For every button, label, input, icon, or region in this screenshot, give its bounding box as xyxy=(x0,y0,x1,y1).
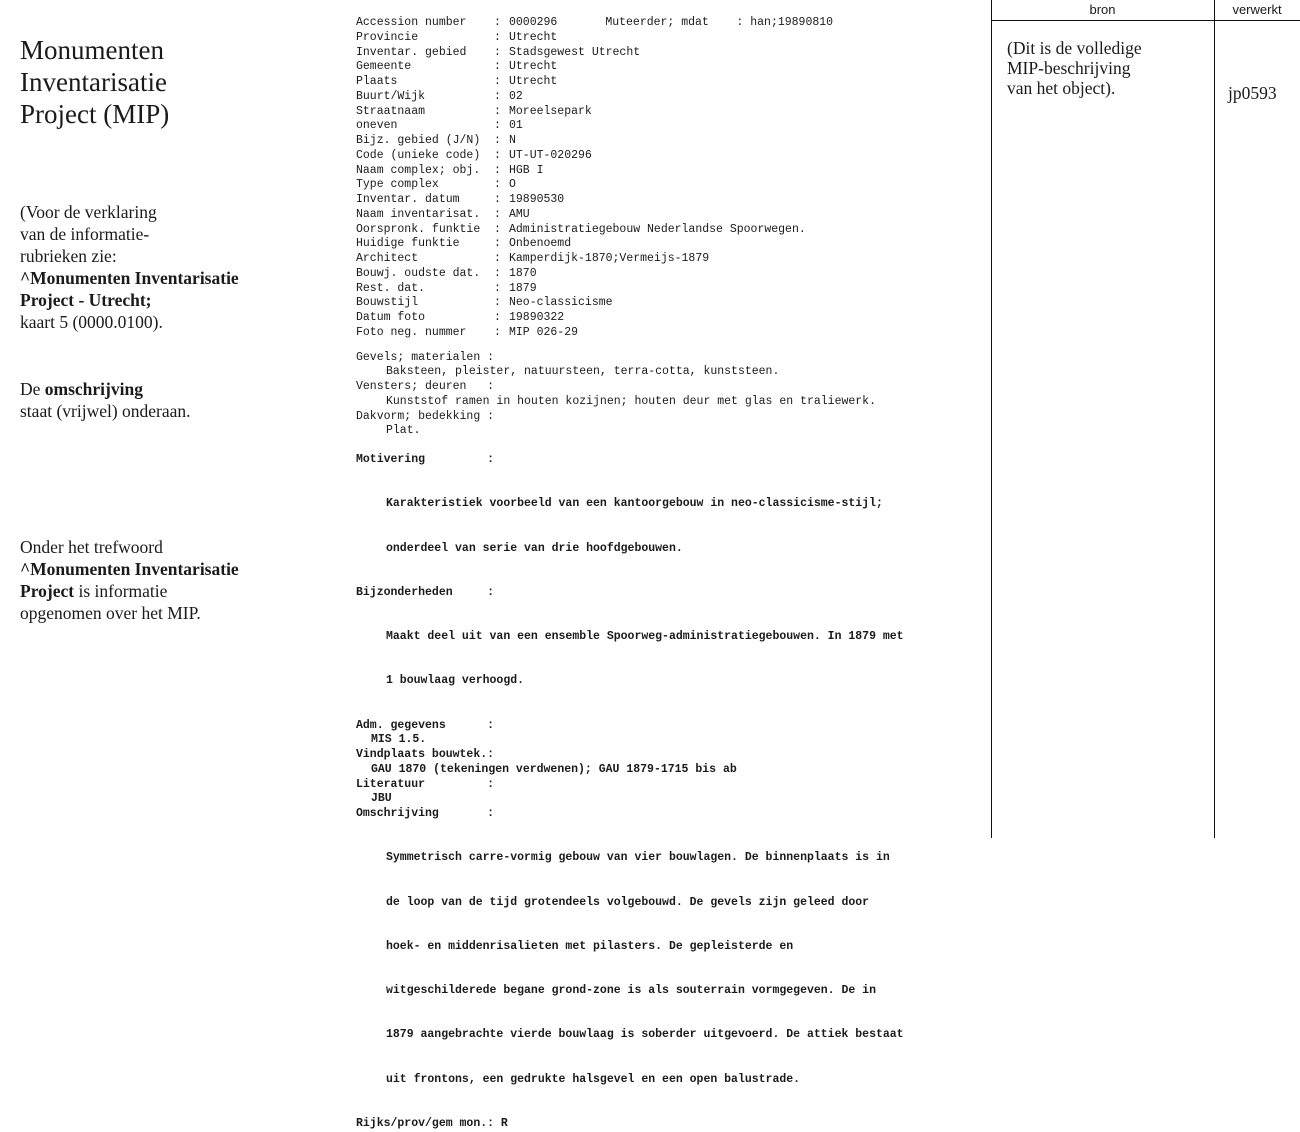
section-body xyxy=(356,424,976,439)
body-line: Baksteen, pleister, natuursteen, terra-cotta, kunststeen. xyxy=(386,365,780,379)
header-rule xyxy=(991,20,1300,21)
section-heading: Rijks/prov/gem mon.: R xyxy=(356,1116,508,1130)
section-body xyxy=(356,822,976,1117)
title-line: Project (MIP) xyxy=(20,99,170,129)
field-value: N xyxy=(509,134,516,147)
field-value: Administratiegebouw Nederlandse Spoorwegen. xyxy=(509,222,806,236)
field-separator: : xyxy=(494,178,501,192)
field-separator: : xyxy=(494,134,501,147)
record-field xyxy=(356,193,976,208)
note-text: is informatie xyxy=(74,581,168,601)
body-line: de loop van de tijd grotendeels volgebouwd. De gevels zijn geleed door xyxy=(386,895,870,909)
field-label: Bouwstijl xyxy=(356,296,419,310)
body-line: onderdeel van serie van drie hoofdgebouwen. xyxy=(386,541,683,555)
emphasis-text: omschrijving xyxy=(44,379,143,399)
record-field xyxy=(356,31,976,46)
section-heading: Adm. gegevens : xyxy=(356,718,495,732)
page-title xyxy=(20,34,169,130)
field-value: Onbenoemd xyxy=(509,237,572,251)
field-separator: : xyxy=(494,325,501,339)
field-separator: : xyxy=(494,75,501,88)
field-value: 01 xyxy=(509,119,523,133)
field-extra: Muteerder; mdat : han;19890810 xyxy=(605,16,834,29)
field-value: O xyxy=(509,178,516,192)
body-line: Symmetrisch carre-vormig gebouw van vier bouwlagen. De binnenplaats is in xyxy=(386,851,890,865)
section-body xyxy=(356,792,976,807)
record-field xyxy=(356,326,976,341)
record-field xyxy=(356,267,976,282)
keyword-note xyxy=(20,536,320,624)
field-separator: : xyxy=(494,163,501,177)
field-separator: : xyxy=(494,30,501,44)
section-heading: Literatuur : xyxy=(356,777,495,791)
field-label: Buurt/Wijk xyxy=(356,89,426,103)
field-separator: : xyxy=(494,296,501,310)
description-note xyxy=(20,378,320,422)
record-field xyxy=(356,164,976,179)
record-field xyxy=(356,237,976,252)
note-line: staat (vrijwel) onderaan. xyxy=(20,401,191,421)
field-separator: : xyxy=(494,45,501,59)
field-value: 1870 xyxy=(509,266,537,280)
record-field xyxy=(356,75,976,90)
section-heading: Vindplaats bouwtek.: xyxy=(356,748,495,761)
record-field xyxy=(356,311,976,326)
field-separator: : xyxy=(494,193,501,206)
field-label: Foto neg. nummer xyxy=(356,325,467,339)
verwerkt-code: jp0593 xyxy=(1228,83,1277,103)
field-label: Bouwj. oudste dat. xyxy=(356,266,481,280)
body-line: Plat. xyxy=(386,424,421,438)
note-line: Onder het trefwoord xyxy=(20,537,163,557)
body-line: JBU xyxy=(371,792,392,806)
note-line: opgenomen over het MIP. xyxy=(20,603,201,623)
section-heading: Vensters; deuren : xyxy=(356,380,495,393)
note-line: (Voor de verklaring xyxy=(20,202,157,222)
bron-line: (Dit is de volledige xyxy=(1007,38,1142,58)
field-label: Inventar. datum xyxy=(356,193,460,206)
field-label: Plaats xyxy=(356,75,398,88)
field-value: 02 xyxy=(509,89,523,103)
column-divider xyxy=(1214,0,1215,838)
field-label: Datum foto xyxy=(356,311,426,324)
field-value: Neo-classicisme xyxy=(509,296,613,310)
section-heading: Bijzonderheden : xyxy=(356,585,495,599)
reference-link: ^Monumenten Inventarisatie xyxy=(20,268,239,288)
note-text: De xyxy=(20,379,45,399)
field-value: Utrecht xyxy=(509,30,558,44)
record-field xyxy=(356,46,976,61)
field-label: Naam inventarisat. xyxy=(356,207,481,221)
section-heading: Gevels; materialen : xyxy=(356,350,495,364)
field-separator: : xyxy=(494,16,501,29)
field-label: Huidige funktie xyxy=(356,237,460,251)
record-field xyxy=(356,16,976,31)
field-label: Straatnaam xyxy=(356,104,426,118)
field-value: UT-UT-020296 xyxy=(509,148,592,162)
field-label: Type complex xyxy=(356,178,439,192)
field-separator: : xyxy=(494,252,501,265)
bron-header: bron xyxy=(1089,2,1116,17)
body-line: Maakt deel uit van een ensemble Spoorweg-administratiegebouwen. In 1879 met xyxy=(386,630,904,643)
field-separator: : xyxy=(494,60,501,74)
bron-line: van het object). xyxy=(1007,78,1116,98)
record-field xyxy=(356,282,976,297)
note-line: van de informatie- xyxy=(20,224,150,244)
reference-link: ^Monumenten Inventarisatie xyxy=(20,559,239,579)
record-field xyxy=(356,105,976,120)
field-value: 1879 xyxy=(509,281,537,295)
section-body xyxy=(356,468,976,586)
section-body xyxy=(356,395,976,410)
record-field xyxy=(356,252,976,267)
record-field xyxy=(356,134,976,149)
section-heading: Dakvorm; bedekking : xyxy=(356,409,495,423)
bron-note xyxy=(1007,38,1142,98)
reference-link: Project - Utrecht; xyxy=(20,290,152,310)
title-line: Inventarisatie xyxy=(20,67,167,97)
field-separator: : xyxy=(494,207,501,221)
title-line: Monumenten xyxy=(20,35,164,65)
record-field xyxy=(356,178,976,193)
field-label: Rest. dat. xyxy=(356,281,426,295)
field-separator: : xyxy=(494,222,501,236)
record-fields xyxy=(356,16,976,341)
field-separator: : xyxy=(494,266,501,280)
bron-line: MIP-beschrijving xyxy=(1007,58,1131,78)
body-line: hoek- en middenrisalieten met pilasters. De gepleisterde en xyxy=(386,939,794,953)
verwerkt-header: verwerkt xyxy=(1232,2,1282,17)
section-body xyxy=(356,365,976,380)
record-field xyxy=(356,119,976,134)
field-value: HGB I xyxy=(509,163,544,177)
body-line: GAU 1870 (tekeningen verdwenen); GAU 1879-1715 bis ab xyxy=(371,762,737,776)
field-label: Accession number xyxy=(356,16,467,29)
field-value: 19890530 xyxy=(509,193,565,206)
field-separator: : xyxy=(494,148,501,162)
field-value: Utrecht xyxy=(509,60,558,74)
field-value: Kamperdijk-1870;Vermeijs-1879 xyxy=(509,252,710,265)
body-line: 1 bouwlaag verhoogd. xyxy=(386,674,525,688)
section-body xyxy=(356,733,976,748)
field-separator: : xyxy=(494,89,501,103)
section-body xyxy=(356,601,976,719)
record-field xyxy=(356,223,976,238)
body-line: 1879 aangebrachte vierde bouwlaag is soberder uitgevoerd. De attiek bestaat xyxy=(386,1028,904,1042)
field-value: Stadsgewest Utrecht xyxy=(509,45,641,59)
explanation-note xyxy=(20,201,320,333)
field-value: 0000296 xyxy=(509,16,558,29)
field-separator: : xyxy=(494,119,501,133)
section-heading: Omschrijving : xyxy=(356,807,495,820)
field-label: Code (unieke code) xyxy=(356,148,481,162)
field-value: Moreelsepark xyxy=(509,104,592,118)
field-value: MIP 026-29 xyxy=(509,325,579,339)
field-label: oneven xyxy=(356,119,398,133)
record-field xyxy=(356,149,976,164)
field-label: Architect xyxy=(356,252,419,265)
reference-link: Project xyxy=(20,581,75,601)
section-heading: Motivering : xyxy=(356,453,495,466)
field-value: AMU xyxy=(509,207,530,221)
body-line: Karakteristiek voorbeeld van een kantoorgebouw in neo-classicisme-stijl; xyxy=(386,497,883,511)
field-separator: : xyxy=(494,281,501,295)
field-label: Naam complex; obj. xyxy=(356,163,481,177)
record-field xyxy=(356,90,976,105)
note-line: kaart 5 (0000.0100). xyxy=(20,312,163,332)
field-value: 19890322 xyxy=(509,311,565,324)
record-field xyxy=(356,296,976,311)
section-body xyxy=(356,763,976,778)
body-line: witgeschilderede begane grond-zone is als souterrain vormgegeven. De in xyxy=(386,984,876,997)
field-value: Utrecht xyxy=(509,75,558,88)
field-label: Bijz. gebied (J/N) xyxy=(356,134,481,147)
note-line: rubrieken zie: xyxy=(20,246,117,266)
field-separator: : xyxy=(494,104,501,118)
field-separator: : xyxy=(494,237,501,251)
record-field xyxy=(356,208,976,223)
body-line: Kunststof ramen in houten kozijnen; houten deur met glas en traliewerk. xyxy=(386,394,876,408)
field-label: Provincie xyxy=(356,30,419,44)
field-label: Oorspronk. funktie xyxy=(356,222,481,236)
column-divider xyxy=(991,0,992,838)
body-line: uit frontons, een gedrukte halsgevel en een open balustrade. xyxy=(386,1072,801,1086)
body-line: MIS 1.5. xyxy=(371,733,427,747)
field-label: Inventar. gebied xyxy=(356,45,467,59)
mip-record xyxy=(356,16,976,1132)
field-label: Gemeente xyxy=(356,60,412,74)
field-separator: : xyxy=(494,311,501,324)
record-field xyxy=(356,60,976,75)
